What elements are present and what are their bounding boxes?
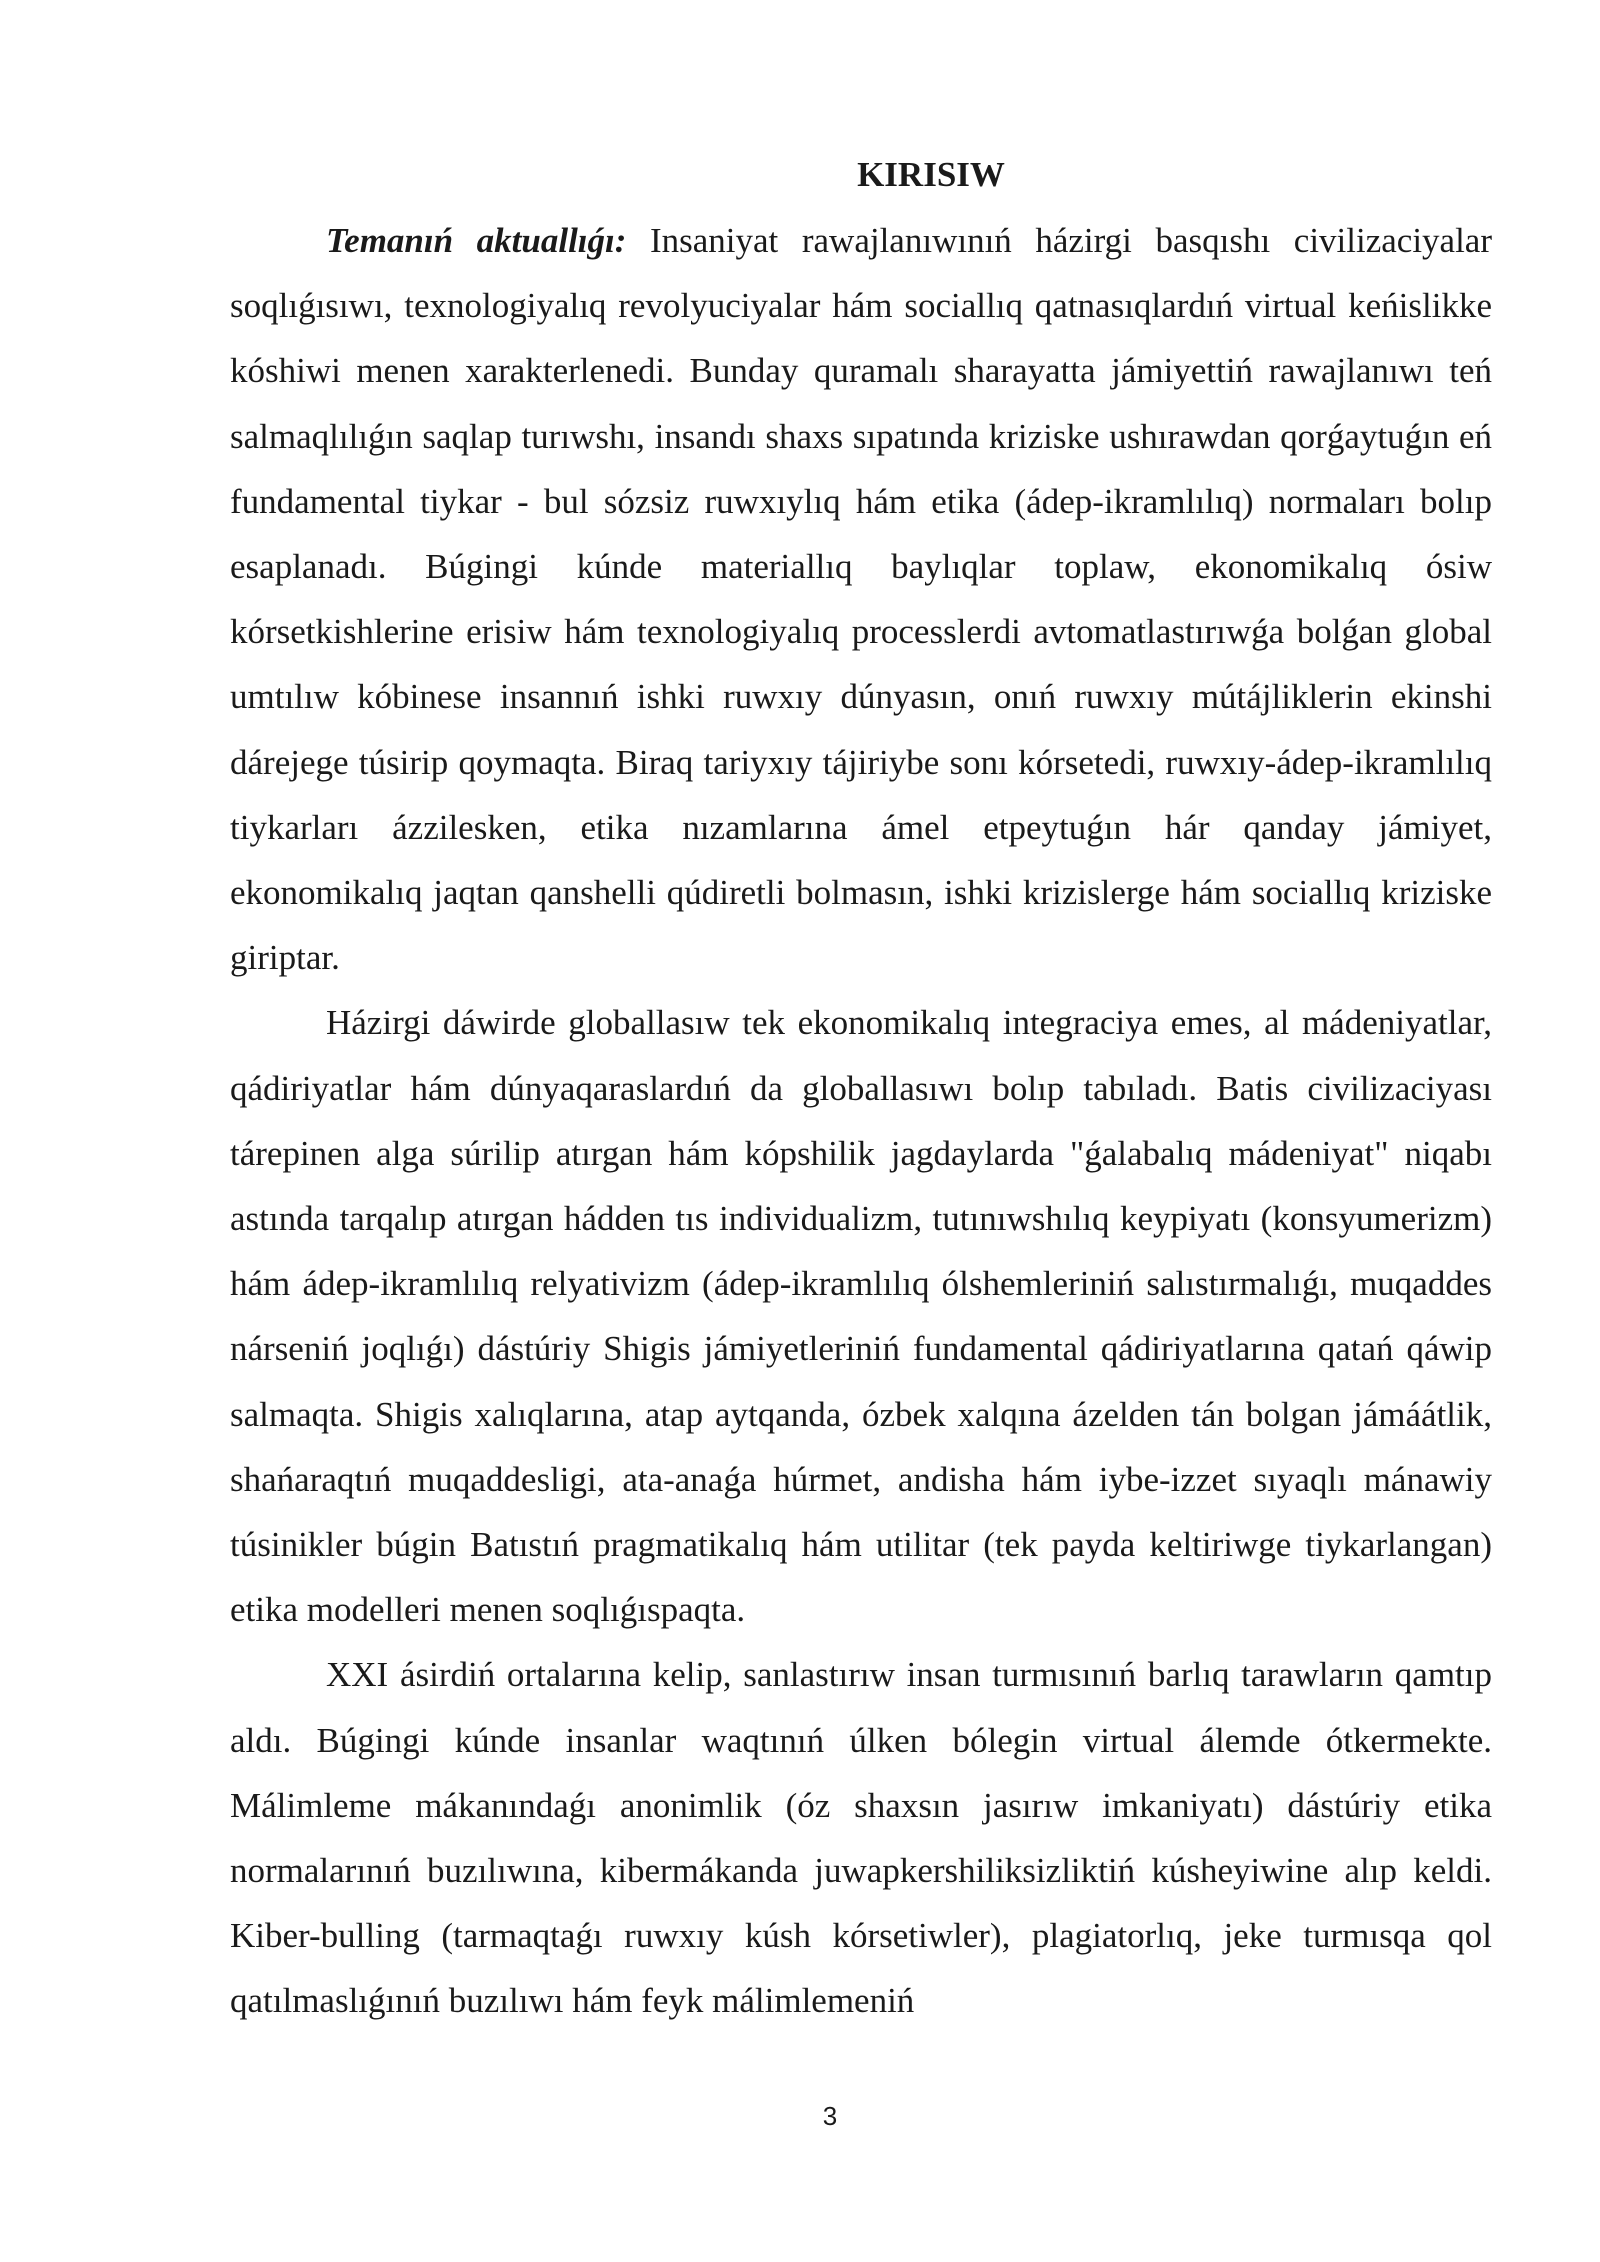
paragraph-lead: Temanıń aktuallıǵı:: [326, 221, 627, 260]
paragraph-1: [230, 208, 1492, 990]
section-title: KIRISIW: [857, 155, 1005, 194]
paragraph-text: Insaniyat rawajlanıwınıń házirgi basqıshı civilizaciyalar soqlıǵısıwı, texnologiyalıq revolyuciyalar hám sociallıq qatnasıqlardıń virtual keńislikke kóshiwi menen xarakterlenedi. Bunday quramalı sharayatta jámiyettiń rawajlanıwı teń salmaqlılıǵın saqlap turıwshı, insandı shaxs sıpatında kriziske ushırawdan qorǵaytuǵın eń fundamental tiykar - bul sózsiz ruwxıylıq hám etika (ádep-ikramlılıq) normaları bolıp esaplanadı. Búgingi kúnde materiallıq baylıqlar toplaw, ekonomikalıq ósiw kórsetkishlerine erisiw hám texnologiyalıq processlerdi avtomatlastırıwǵa bolǵan global umtılıw kóbinese insannıń ishki ruwxıy dúnyasın, onıń ruwxıy mútájliklerin ekinshi dárejege túsirip qoymaqta. Biraq tariyxıy tájiriybe sonı kórsetedi, ruwxıy-ádep-ikramlılıq tiykarları ázzilesken, etika nızamlarına ámel etpeytuǵın hár qanday jámiyet, ekonomikalıq jaqtan qanshelli qúdiretli bolmasın, ishki krizislerge hám sociallıq kriziske giriptar.: [230, 221, 1492, 978]
paragraph-3: [230, 1642, 1492, 2033]
page-content: [230, 148, 1492, 2034]
paragraph-text: XXI ásirdiń ortalarına kelip, sanlastırıw insan turmısınıń barlıq tarawların qamtıp aldı. Búgingi kúnde insanlar waqtınıń úlken bólegin virtual álemde ótkermekte. Málimleme mákanındaǵı anonimlik (óz shaxsın jasırıw imkaniyatı) dástúriy etika normalarınıń buzılıwına, kibermákanda juwapkershiliksizliktiń kúsheyiwine alıp keldi. Kiber-bulling (tarmaqtaǵı ruwxıy kúsh kórsetiwler), plagiatorlıq, jeke turmısqa qol qatılmaslıǵınıń buzılıwı hám feyk málimlemeniń: [230, 1655, 1492, 2021]
paragraph-text: Házirgi dáwirde globallasıw tek ekonomikalıq integraciya emes, al mádeniyatlar, qádiriyatlar hám dúnyaqaraslardıń da globallasıwı bolıp tabıladı. Batis civilizaciyası tárepinen alga súrilip atırgan hám kópshilik jagdaylarda "ǵalabalıq mádeniyat" niqabı astında tarqalıp atırgan hádden tıs individualizm, tutınıwshılıq keypiyatı (konsyumerizm) hám ádep-ikramlılıq relyativizm (ádep-ikramlılıq ólshemleriniń salıstırmalıǵı, muqaddes nárseniń joqlıǵı) dástúriy Shigis jámiyetleriniń fundamental qádiriyatlarına qatań qáwip salmaqta. Shigis xalıqlarına, atap aytqanda, ózbek xalqına ázelden tán bolgan jámáátlik, shańaraqtıń muqaddesligi, ata-anaǵa húrmet, andisha hám iybe-izzet sıyaqlı mánawiy túsinikler búgin Batıstıń pragmatikalıq hám utilitar (tek payda keltiriwge tiykarlangan) etika modelleri menen soqlıǵıspaqta.: [230, 1003, 1492, 1630]
paragraph-2: [230, 990, 1492, 1642]
page-number: 3: [822, 2101, 838, 2131]
